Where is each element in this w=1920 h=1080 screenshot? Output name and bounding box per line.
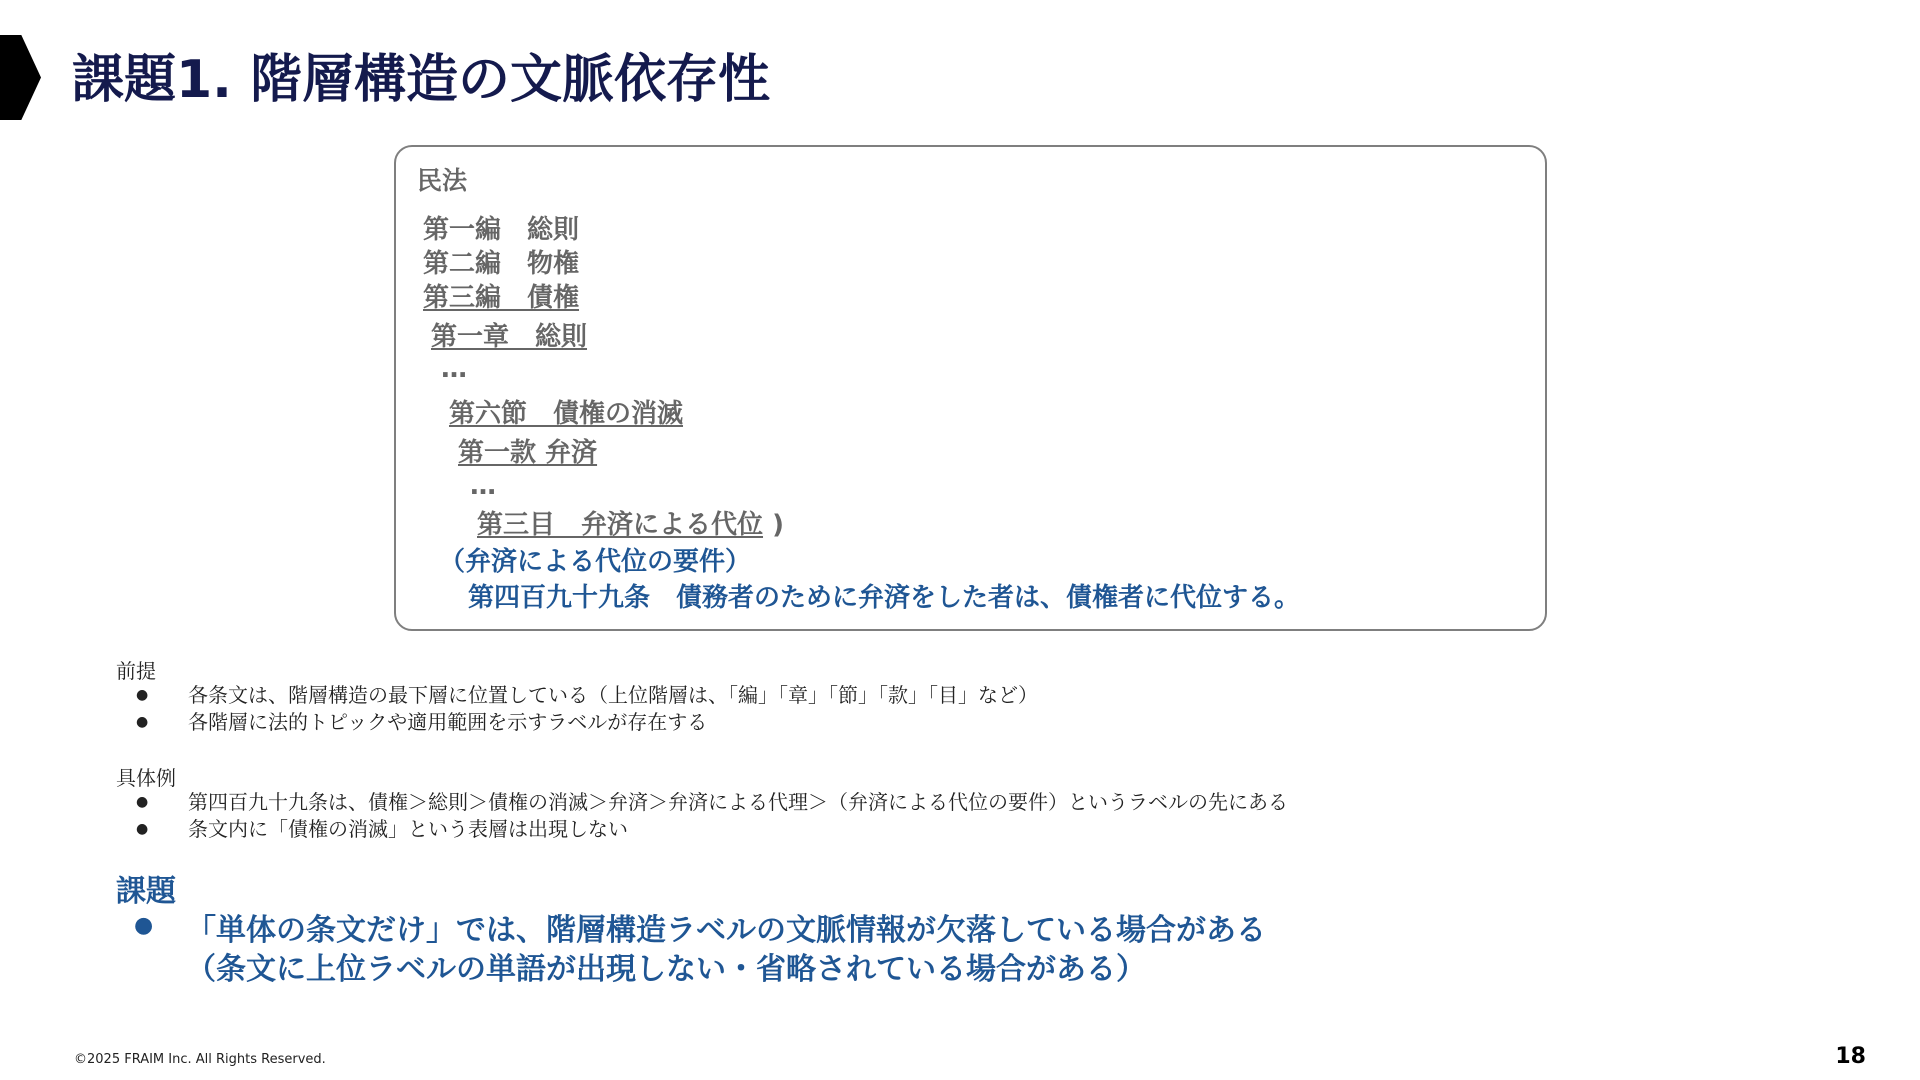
slide-marker-arrow — [0, 35, 41, 120]
hierarchy-level-item-3-label: 第三目 弁済による代位 — [477, 510, 764, 540]
closing-paren: ) — [772, 510, 784, 540]
footer-copyright: ©2025 FRAIM Inc. All Rights Reserved. — [74, 1052, 326, 1067]
example-label: 具体例 — [116, 766, 176, 790]
hierarchy-level-part-1: 第一編 総則 — [423, 215, 580, 245]
example-bullet-text: 条文内に「債権の消滅」という表層は出現しない — [188, 817, 628, 841]
page-number: 18 — [1835, 1044, 1866, 1069]
hierarchy-level-part-3: 第三編 債権 — [423, 283, 580, 313]
hierarchy-ellipsis-2: … — [470, 471, 496, 501]
hierarchy-ellipsis-1: … — [441, 354, 467, 384]
issue-bullet-dot: ● — [134, 913, 154, 938]
issue-heading: 課題 — [116, 874, 176, 909]
hierarchy-level-subsection-1: 第一款 弁済 — [458, 438, 598, 468]
example-bullet-text: 第四百九十九条は、債権＞総則＞債権の消滅＞弁済＞弁済による代理＞（弁済による代位の要件）というラベルの先にある — [188, 790, 1288, 814]
hierarchy-level-item-3 — [477, 504, 784, 541]
hierarchy-box — [394, 145, 1547, 631]
bullet-dot: ● — [136, 687, 149, 703]
issue-line-2: （条文に上位ラベルの単語が出現しない・省略されている場合がある） — [186, 952, 1146, 987]
issue-line-1: 「単体の条文だけ」では、階層構造ラベルの文脈情報が欠落している場合がある — [186, 913, 1266, 948]
hierarchy-level-chapter-1: 第一章 総則 — [431, 322, 588, 352]
bullet-dot: ● — [136, 821, 149, 837]
premise-label: 前提 — [116, 659, 156, 683]
bullet-dot: ● — [136, 714, 149, 730]
hierarchy-level-part-2: 第二編 物権 — [423, 249, 580, 279]
article-499-text: 第四百九十九条 債務者のために弁済をした者は、債権者に代位する。 — [468, 583, 1301, 613]
premise-bullet-text: 各階層に法的トピックや適用範囲を示すラベルが存在する — [188, 710, 708, 734]
premise-bullet-text: 各条文は、階層構造の最下層に位置している（上位階層は、「編」「章」「節」「款」「目」など） — [188, 683, 1038, 707]
slide-title: 課題1. 階層構造の文脈依存性 — [72, 50, 771, 110]
article-caption: （弁済による代位の要件） — [439, 547, 752, 577]
law-name: 民法 — [417, 166, 468, 195]
bullet-dot: ● — [136, 794, 149, 810]
hierarchy-level-section-6: 第六節 債権の消滅 — [449, 399, 684, 429]
